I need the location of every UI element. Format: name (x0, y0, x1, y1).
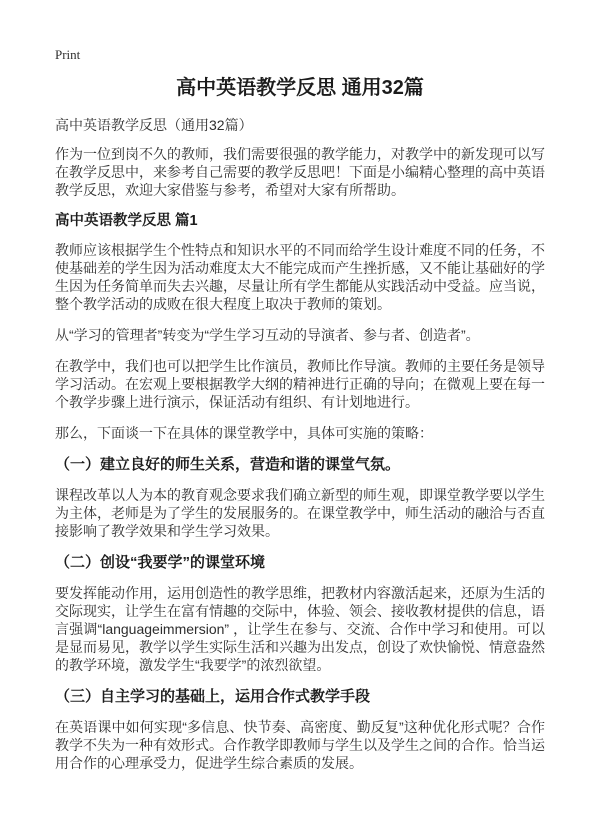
paragraph-teacher-student-relation: 课程改革以人为本的教育观念要求我们确立新型的师生观，即课堂教学要以学生为主体，老师是为了学生的发展服务的。在课堂教学中，师生活动的融洽与否直接影响了教学效果和学生学习效果。 (55, 487, 545, 539)
subsection-heading-three: （三）自主学习的基础上，运用合作式教学手段 (55, 688, 371, 705)
paragraph-strategy-intro: 那么，下面谈一下在具体的课堂教学中，具体可实施的策略： (55, 425, 433, 441)
paragraph-task-design: 教师应该根据学生个性特点和知识水平的不同而给学生设计难度不同的任务，不使基础差的学生因为活动难度太大不能完成而产生挫折感，又不能让基础好的学生因为任务简单而失去兴趣，尽量让所有学生都能从实践活动中受益。应当说，整个教学活动的成败在很大程度上取决于教师的策划。 (55, 242, 545, 312)
subsection-heading-two: （二）创设“我要学”的课堂环境 (55, 554, 266, 571)
print-button[interactable]: Print (55, 47, 81, 62)
subsection-heading-one: （一）建立良好的师生关系，营造和谐的课堂气氛。 (55, 456, 401, 473)
page-title: 高中英语教学反思 通用32篇 (176, 77, 424, 99)
paragraph-director-metaphor: 在教学中，我们也可以把学生比作演员，教师比作导演。教师的主要任务是领导学习活动。在宏观上要根据教学大纲的精神进行正确的导向；在微观上要在每一个教学步骤上进行演示，保证活动有组织、有计划地进行。 (55, 358, 545, 410)
intro-paragraph: 作为一位到岗不久的教师，我们需要很强的教学能力，对教学中的新发现可以写在教学反思中，来参考自己需要的教学反思吧！下面是小编精心整理的高中英语教学反思，欢迎大家借鉴与参考，希望对大家有所帮助。 (55, 146, 545, 198)
paragraph-role-change: 从“学习的管理者”转变为“学生学习互动的导演者、参与者、创造者”。 (55, 327, 480, 343)
paragraph-classroom-environment: 要发挥能动作用，运用创造性的教学思维，把教材内容激活起来，还原为生活的交际现实，让学生在富有情趣的交际中，体验、领会、接收教材提供的信息，语言强调“languageimmersion” ，让学生在参与、交流、合作中学习和使用。可以是显而易见，教学以学生实际生活和兴趣为出发点，创设了欢快愉悦、情意盎然的教学环境，激发学生“我要学”的浓烈欲望。 (55, 585, 545, 673)
section-1-heading: 高中英语教学反思 篇1 (55, 213, 198, 229)
paragraph-cooperative-teaching: 在英语课中如何实现“多信息、快节奏、高密度、勤反复”这种优化形式呢？合作教学不失为一种有效形式。合作教学即教师与学生以及学生之间的合作。恰当运用合作的心理承受力，促进学生综合素质的发展。 (55, 719, 545, 771)
article-subtitle: 高中英语教学反思（通用32篇） (55, 117, 253, 133)
